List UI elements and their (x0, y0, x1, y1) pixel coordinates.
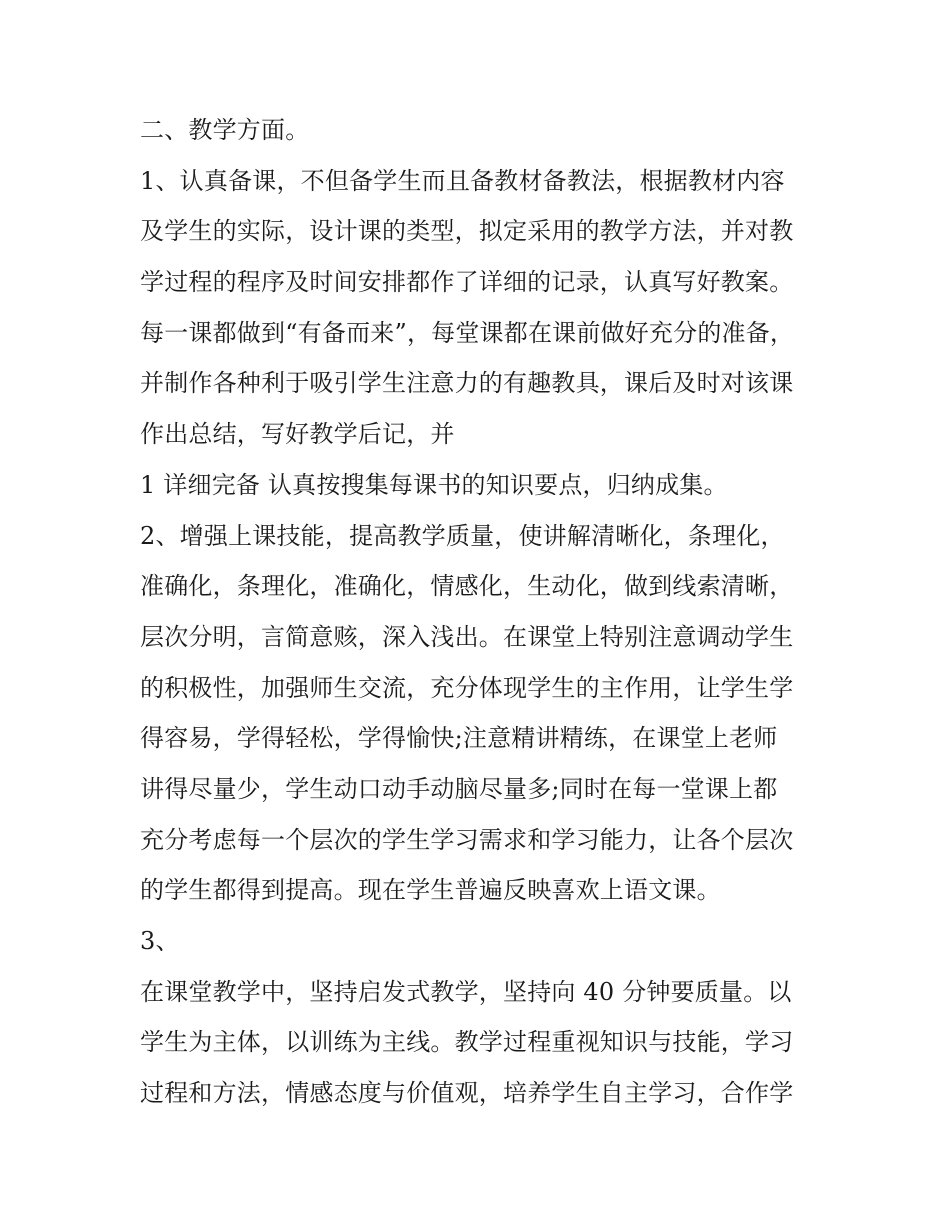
paragraph-line: 在课堂教学中，坚持启发式教学，坚持向 40 分钟要质量。以 (140, 978, 792, 1006)
paragraph-line: 每一课都做到“有备而来”，每堂课都在课前做好充分的准备， (140, 319, 795, 347)
paragraph-line: 得容易，学得轻松，学得愉快;注意精讲精练，在课堂上老师 (140, 724, 778, 752)
paragraph-line: 的积极性，加强师生交流，充分体现学生的主作用，让学生学 (140, 674, 794, 702)
paragraph-line: 准确化，条理化，准确化，情感化，生动化，做到线索清晰， (140, 572, 794, 600)
paragraph-line: 的学生都得到提高。现在学生普遍反映喜欢上语文课。 (140, 876, 721, 904)
paragraph-line: 1 详细完备 认真按搜集每课书的知识要点，归纳成集。 (140, 471, 728, 499)
paragraph-line: 2、增强上课技能，提高教学质量，使讲解清晰化，条理化， (140, 522, 785, 550)
section-heading: 二、教学方面。 (140, 116, 310, 144)
paragraph-line: 充分考虑每一个层次的学生学习需求和学习能力，让各个层次 (140, 826, 794, 854)
paragraph-line: 1、认真备课，不但备学生而且备教材备教法，根据教材内容 (140, 167, 785, 195)
paragraph-number: 3、 (140, 927, 180, 955)
paragraph-line: 作出总结，写好教学后记，并 (140, 420, 455, 448)
paragraph-line: 学过程的程序及时间安排都作了详细的记录，认真写好教案。 (140, 268, 794, 296)
paragraph-line: 过程和方法，情感态度与价值观，培养学生自主学习，合作学 (140, 1079, 794, 1107)
paragraph-line: 层次分明，言简意赅，深入浅出。在课堂上特别注意调动学生 (140, 623, 794, 651)
paragraph-line: 及学生的实际，设计课的类型，拟定采用的教学方法，并对教 (140, 217, 794, 245)
paragraph-line: 并制作各种利于吸引学生注意力的有趣教具，课后及时对该课 (140, 369, 794, 397)
paragraph-line: 学生为主体，以训练为主线。教学过程重视知识与技能，学习 (140, 1028, 794, 1056)
paragraph-line: 讲得尽量少，学生动口动手动脑尽量多;同时在每一堂课上都 (140, 775, 778, 803)
